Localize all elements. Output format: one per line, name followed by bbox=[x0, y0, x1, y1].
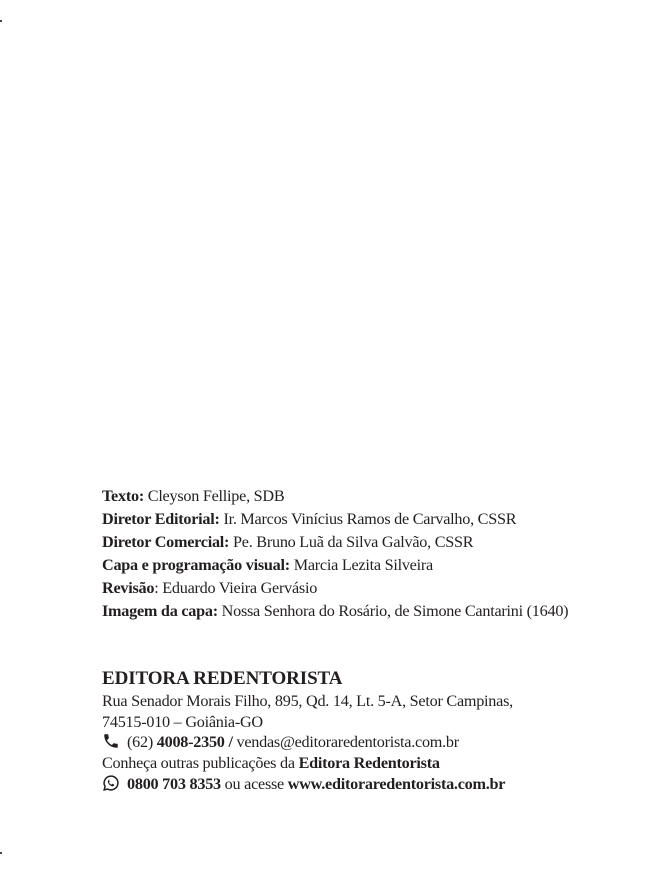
credit-value: Pe. Bruno Luã da Silva Galvão, CSSR bbox=[229, 533, 474, 551]
phone-icon bbox=[102, 732, 120, 750]
credit-text bbox=[102, 485, 572, 508]
publisher-address-line1: Rua Senador Morais Filho, 895, Qd. 14, Lt. 5-A, Setor Campinas, bbox=[102, 692, 513, 710]
website-link[interactable]: www.editoraredentorista.com.br bbox=[287, 774, 506, 793]
phone-area-code: (62) bbox=[127, 733, 157, 752]
phone-number: 4008-2350 bbox=[156, 733, 225, 752]
publisher-whatsapp-line bbox=[102, 774, 572, 795]
publisher-name: EDITORA REDENTORISTA bbox=[102, 668, 343, 689]
credit-label: Revisão bbox=[102, 579, 155, 597]
promo-brand: Editora Redentorista bbox=[298, 754, 440, 773]
credit-label: Texto: bbox=[102, 487, 144, 505]
whatsapp-text: ou acesse bbox=[220, 774, 288, 793]
credits-block bbox=[102, 485, 572, 623]
publisher-contact-line bbox=[102, 732, 572, 753]
credit-label: Diretor Comercial: bbox=[102, 533, 230, 551]
credit-value: Ir. Marcos Vinícius Ramos de Carvalho, CSSR bbox=[219, 510, 517, 528]
credit-cover-image bbox=[102, 600, 572, 623]
whatsapp-icon bbox=[102, 774, 120, 792]
promo-text: Conheça outras publicações da bbox=[102, 754, 299, 773]
credit-revision bbox=[102, 577, 572, 600]
credit-value: Cleyson Fellipe, SDB bbox=[143, 487, 285, 505]
credit-cover-design bbox=[102, 554, 572, 577]
publisher-promo-line bbox=[102, 753, 572, 774]
sales-email: vendas@editoraredentorista.com.br bbox=[236, 733, 459, 752]
publisher-block bbox=[102, 667, 572, 795]
credit-value: : Eduardo Vieira Gervásio bbox=[154, 579, 318, 597]
credit-label: Capa e programação visual: bbox=[102, 556, 290, 574]
contact-separator: / bbox=[224, 733, 237, 752]
crop-mark-bottom bbox=[0, 852, 2, 854]
credit-label: Imagem da capa: bbox=[102, 602, 218, 620]
whatsapp-number: 0800 703 8353 bbox=[127, 774, 221, 793]
credit-label: Diretor Editorial: bbox=[102, 510, 220, 528]
credit-value: Marcia Lezita Silveira bbox=[289, 556, 433, 574]
credit-value: Nossa Senhora do Rosário, de Simone Cantarini (1640) bbox=[217, 602, 569, 620]
publisher-address-line2: 74515-010 – Goiânia-GO bbox=[102, 712, 263, 731]
credit-commercial-director bbox=[102, 531, 572, 554]
crop-mark-top bbox=[0, 20, 2, 22]
credit-editorial-director bbox=[102, 508, 572, 531]
